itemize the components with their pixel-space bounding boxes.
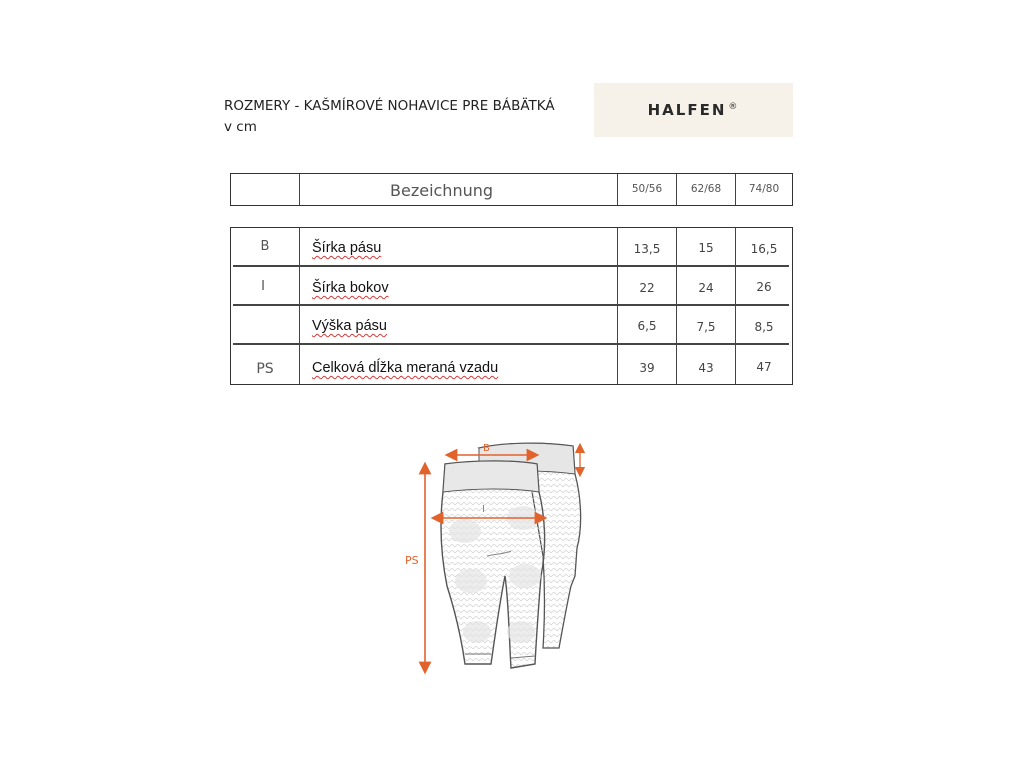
row-2-code: I [261,278,265,294]
b-label: B [483,443,490,454]
row-4-code: PS [256,361,274,377]
header-size-2: 62/68 [690,183,722,195]
row-3-value-2: 7,5 [696,320,716,334]
row-4-value-3: 47 [756,360,772,374]
front-pants [441,461,545,668]
row-1-value-2: 15 [698,241,714,255]
row-2-label: Šírka bokov [312,280,389,296]
row-4-value-1: 39 [639,361,655,375]
row-1-label: Šírka pásu [312,240,382,256]
row-2-value-2: 24 [698,281,714,295]
row-1-code: B [260,238,270,254]
row-3-value-1: 6,5 [637,319,657,333]
row-3-code [231,306,299,342]
header-size-3: 74/80 [748,183,780,195]
i-label: I [482,504,485,515]
title-line-1: ROZMERY - KAŠMÍROVÉ NOHAVICE PRE BÁBÄTKÁ [224,98,555,114]
row-4-label: Celková dĺžka meraná vzadu [312,360,499,376]
page-title [224,96,584,138]
row-1-value-1: 13,5 [633,242,661,256]
logo-text: HALFEN ® [647,101,740,119]
row-2-value-1: 22 [639,281,655,295]
row-3-label: Výška pásu [312,318,387,334]
row-3-value-3: 8,5 [754,320,774,334]
title-line-2: v cm [224,119,257,135]
pants-diagram [395,436,595,676]
header-label: Bezeichnung [390,180,494,200]
header-size-1: 50/56 [631,183,663,195]
brand-logo [594,83,793,137]
ps-label: PS [405,554,419,567]
row-1-value-3: 16,5 [750,242,778,256]
row-4-value-2: 43 [698,361,714,375]
row-2-value-3: 26 [756,280,772,294]
